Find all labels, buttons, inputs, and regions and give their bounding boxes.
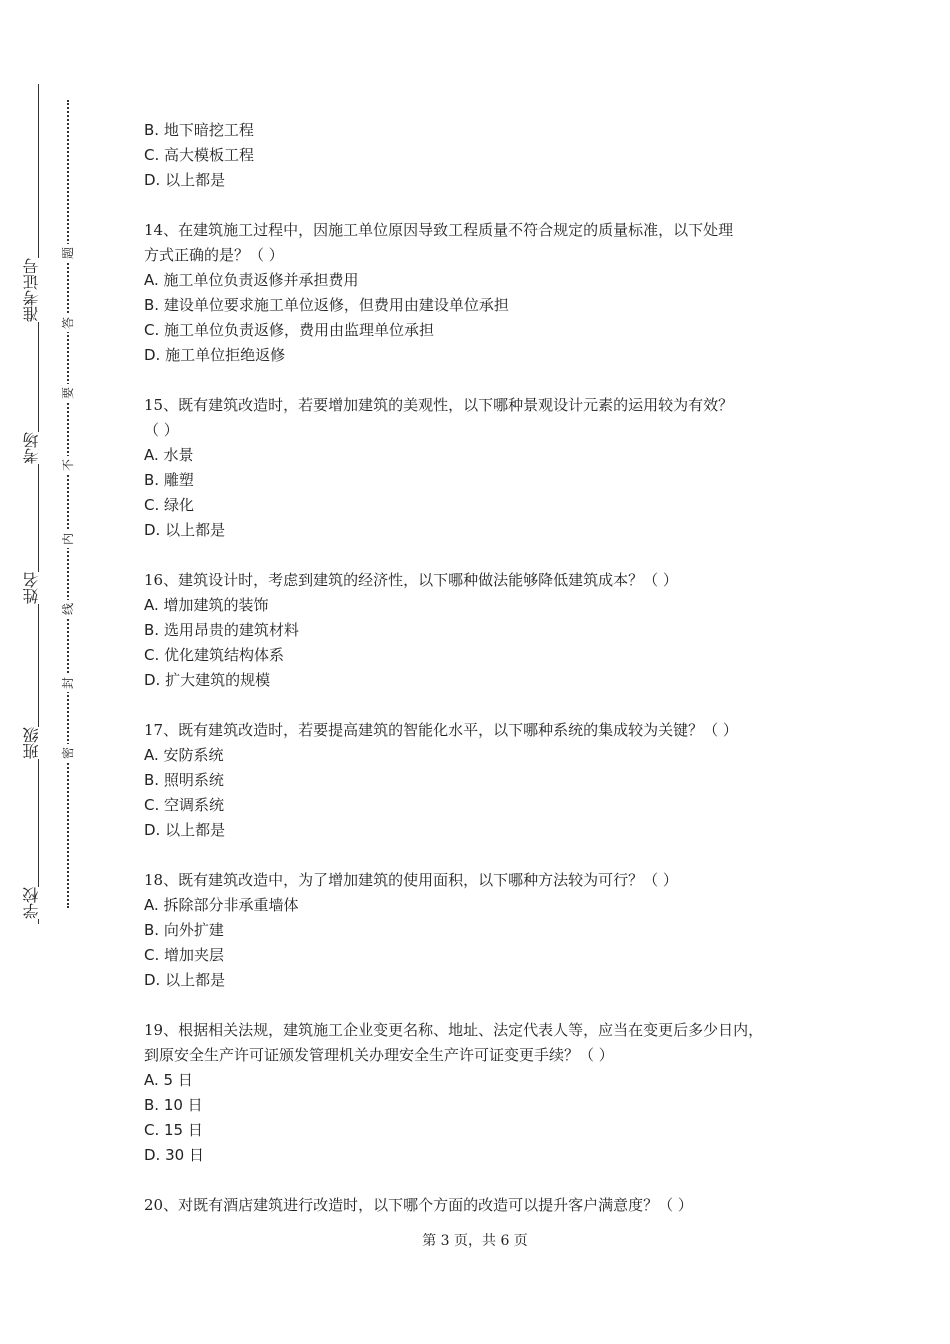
question-stem: 17、既有建筑改造时，若要提高建筑的智能化水平，以下哪种系统的集成较为关键？（ ） [144, 721, 738, 739]
seal-char: 线 [59, 600, 77, 618]
question-13-continued [144, 118, 824, 193]
option: B. 雕塑 [144, 471, 194, 489]
seal-char: 题 [59, 244, 77, 262]
seal-dotted-line [67, 100, 69, 908]
option: A. 施工单位负责返修并承担费用 [144, 271, 359, 289]
option: A. 5 日 [144, 1071, 193, 1089]
question-stem: 15、既有建筑改造时，若要增加建筑的美观性，以下哪种景观设计元素的运用较为有效？ （ ） [144, 396, 734, 439]
page-footer: 第 3 页，共 6 页 [422, 1233, 528, 1249]
seal-char: 内 [59, 530, 77, 548]
question-14 [144, 218, 824, 368]
seal-char: 答 [59, 314, 77, 332]
field-exam-number-label: 准考证号 [22, 258, 54, 322]
option: B. 选用昂贵的建筑材料 [144, 621, 299, 639]
question-list [144, 118, 824, 1243]
question-19 [144, 1018, 824, 1168]
field-exam-room-label: 考场 [22, 432, 54, 464]
option: A. 安防系统 [144, 746, 224, 764]
option: C. 施工单位负责返修，费用由监理单位承担 [144, 321, 435, 339]
seal-char: 密 [59, 744, 77, 762]
option: C. 优化建筑结构体系 [144, 646, 285, 664]
question-17 [144, 718, 824, 843]
option: B. 地下暗挖工程 [144, 121, 254, 139]
option: B. 照明系统 [144, 771, 224, 789]
question-20 [144, 1193, 824, 1218]
option: D. 以上都是 [144, 521, 226, 539]
question-stem: 16、建筑设计时，考虑到建筑的经济性，以下哪种做法能够降低建筑成本？（ ） [144, 571, 678, 589]
option: A. 水景 [144, 446, 194, 464]
question-stem: 14、在建筑施工过程中，因施工单位原因导致工程质量不符合规定的质量标准，以下处理 方式正确的是？（ ） [144, 221, 734, 264]
option: C. 空调系统 [144, 796, 225, 814]
option: C. 绿化 [144, 496, 195, 514]
seal-char: 不 [59, 456, 77, 474]
question-15 [144, 393, 824, 543]
seal-char: 要 [59, 384, 77, 402]
option: B. 10 日 [144, 1096, 203, 1114]
option: B. 向外扩建 [144, 921, 224, 939]
field-class-label: 班级 [22, 727, 54, 759]
option: C. 高大模板工程 [144, 146, 255, 164]
field-name-label: 姓名 [22, 572, 54, 604]
option: D. 以上都是 [144, 171, 226, 189]
option: B. 建设单位要求施工单位返修，但费用由建设单位承担 [144, 296, 509, 314]
seal-char: 封 [59, 674, 77, 692]
question-stem: 19、根据相关法规，建筑施工企业变更名称、地址、法定代表人等，应当在变更后多少日内， 到原安全生产许可证颁发管理机关办理安全生产许可证变更手续？（ ） [144, 1021, 764, 1064]
option: A. 拆除部分非承重墙体 [144, 896, 299, 914]
option: D. 30 日 [144, 1146, 204, 1164]
option: C. 增加夹层 [144, 946, 225, 964]
question-stem: 18、既有建筑改造中，为了增加建筑的使用面积，以下哪种方法较为可行？（ ） [144, 871, 678, 889]
option: D. 以上都是 [144, 971, 226, 989]
option: D. 施工单位拒绝返修 [144, 346, 286, 364]
option: D. 以上都是 [144, 821, 226, 839]
question-18 [144, 868, 824, 993]
field-school-label: 学校 [22, 887, 54, 919]
option: A. 增加建筑的装饰 [144, 596, 269, 614]
question-stem: 20、对既有酒店建筑进行改造时，以下哪个方面的改造可以提升客户满意度？（ ） [144, 1196, 693, 1214]
binding-margin [0, 0, 110, 1344]
binding-solid-line [38, 84, 39, 924]
option: C. 15 日 [144, 1121, 203, 1139]
option: D. 扩大建筑的规模 [144, 671, 271, 689]
question-16 [144, 568, 824, 693]
